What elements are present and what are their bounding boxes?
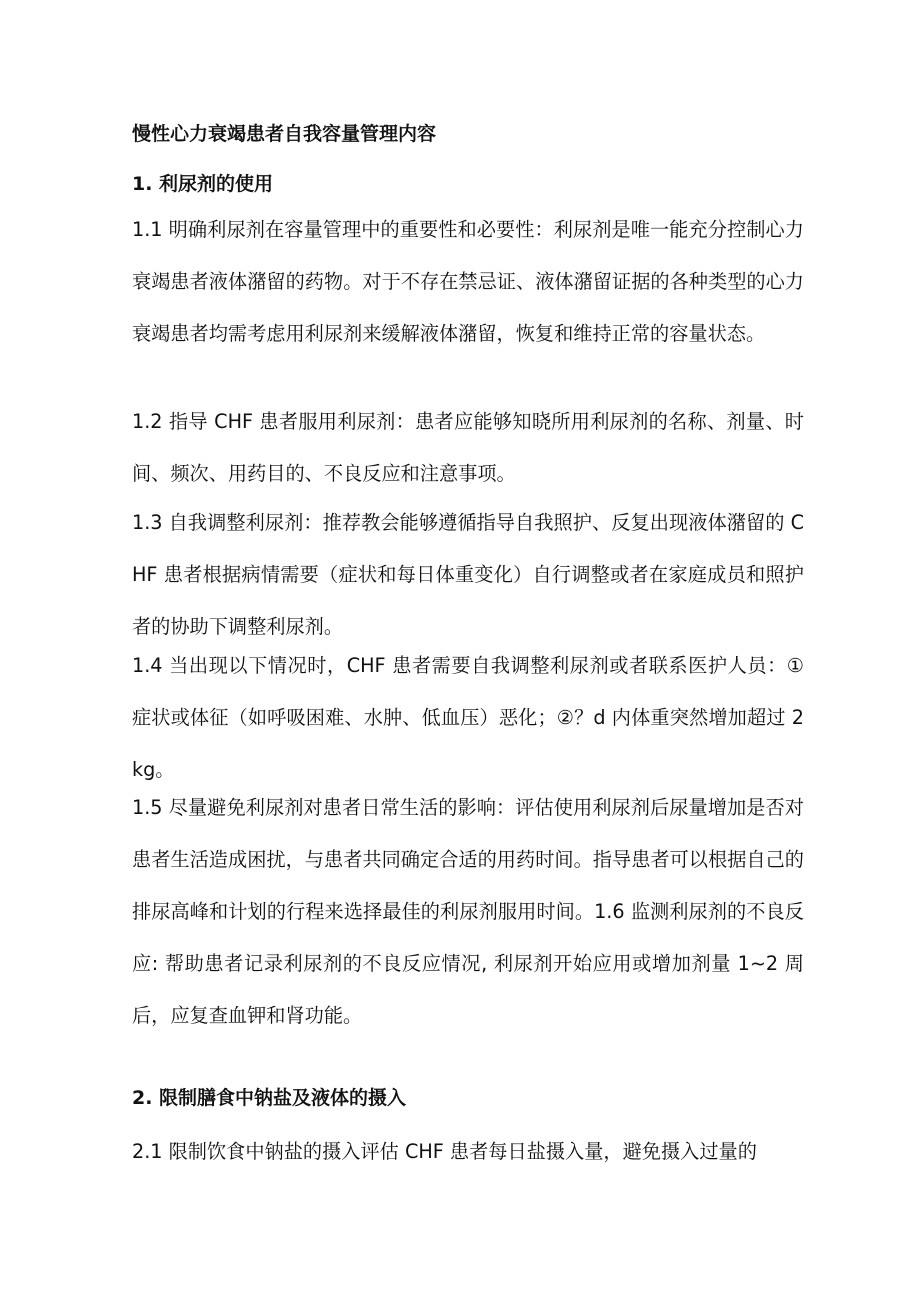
section-heading-sodium-fluid: 2. 限制膳食中钠盐及液体的摄入	[132, 1087, 407, 1109]
document-title: 慢性心力衰竭患者自我容量管理内容	[132, 123, 437, 145]
paragraph-2-1: 2.1 限制饮食中钠盐的摄入评估 CHF 患者每日盐摄入量，避免摄入过量的	[132, 1140, 757, 1163]
paragraph-1-1: 1.1 明确利尿剂在容量管理中的重要性和必要性：利尿剂是唯一能充分控制心力衰竭患者液体潴留的药物。对于不存在禁忌证、液体潴留证据的各种类型的心力衰竭患者均需考虑用利尿剂来缓解液体潴留，恢复和维持正常的容量状态。	[132, 218, 804, 345]
paragraph-1-4: 1.4 当出现以下情况时，CHF 患者需要自我调整利尿剂或者联系医护人员：①症状或体征（如呼吸困难、水肿、低血压）恶化；②？d 内体重突然增加超过 2kg。	[132, 654, 804, 781]
section-heading-diuretics: 1. 利尿剂的使用	[132, 173, 274, 195]
paragraph-1-5: 1.5 尽量避免利尿剂对患者日常生活的影响：评估使用利尿剂后尿量增加是否对患者生活造成困扰，与患者共同确定合适的用药时间。指导患者可以根据自己的排尿高峰和计划的行程来选择最佳的利尿剂服用时间。1.6 监测利尿剂的不良反应: 帮助患者记录利尿剂的不良反应情况, 利尿剂开始应用或增加剂量 1~2 周后，应复查血钾和肾功能。	[132, 796, 804, 1027]
paragraph-1-2: 1.2 指导 CHF 患者服用利尿剂：患者应能够知晓所用利尿剂的名称、剂量、时间、频次、用药目的、不良反应和注意事项。	[132, 410, 804, 485]
paragraph-1-3: 1.3 自我调整利尿剂：推荐教会能够遵循指导自我照护、反复出现液体潴留的 CHF 患者根据病情需要（症状和每日体重变化）自行调整或者在家庭成员和照护者的协助下调整利尿剂。	[132, 511, 804, 638]
